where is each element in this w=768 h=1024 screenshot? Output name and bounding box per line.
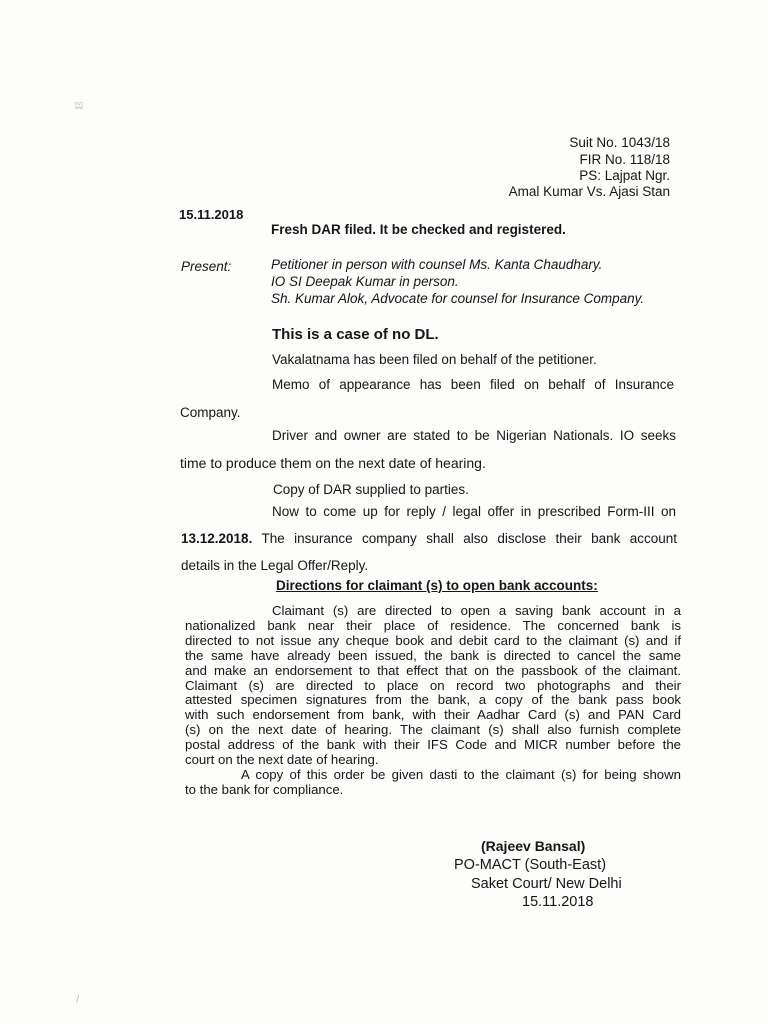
directions-line: nationalized bank near their place of residence. The concerned bank is	[185, 617, 681, 633]
present-line: IO SI Deepak Kumar in person.	[271, 274, 459, 289]
signatory-place: Saket Court/ New Delhi	[471, 876, 622, 892]
order-first-line: Fresh DAR filed. It be checked and registered.	[271, 222, 566, 237]
directions-line: attested specimen signatures from the bank, a copy of the bank pass book	[185, 692, 681, 708]
directions-line: (s) on the next date of hearing. The claimant (s) shall also furnish complete	[185, 722, 681, 738]
suit-number: Suit No. 1043/18	[569, 135, 670, 150]
signatory-name: (Rajeev Bansal)	[481, 838, 586, 854]
signatory-designation: PO-MACT (South-East)	[454, 857, 607, 873]
paragraph	[272, 377, 674, 392]
directions-heading: Directions for claimant (s) to open bank accounts:	[276, 578, 598, 593]
scan-mark: /	[76, 992, 80, 1006]
paragraph-line: time to produce them on the next date of hearing.	[180, 455, 486, 471]
paragraph-line: Memo of appearance has been filed on behalf of Insurance	[272, 377, 674, 392]
paragraph: Vakalatnama has been filed on behalf of the petitioner.	[272, 352, 597, 367]
case-note: This is a case of no DL.	[272, 326, 439, 343]
paragraph-line: Now to come up for reply / legal offer in prescribed Form-III on	[272, 504, 676, 519]
paragraph-line: Company.	[180, 405, 241, 420]
present-line: Sh. Kumar Alok, Advocate for counsel for Insurance Company.	[271, 291, 645, 306]
present-label: Present:	[181, 259, 232, 274]
directions-line: and make an endorsement to that effect that on the passbook of the claimant.	[185, 662, 681, 678]
directions-body	[185, 604, 681, 798]
directions-line: directed to not issue any cheque book and debit card to the claimant (s) and if	[185, 632, 681, 648]
paragraph-line: details in the Legal Offer/Reply.	[181, 558, 369, 573]
copy-line: A copy of this order be given dasti to the claimant (s) for being shown	[241, 766, 681, 782]
paragraph	[272, 504, 676, 519]
present-line-text: Petitioner in person with counsel Ms. Kanta Chaudhary.	[271, 257, 603, 272]
order-date: 15.11.2018	[179, 207, 244, 222]
directions-line: Claimant (s) are directed to place on record two photographs and their	[185, 677, 681, 693]
directions-line: with such endorsement from bank, with their Aadhar Card (s) and PAN Card	[185, 707, 681, 723]
scan-mark: ಙ	[74, 96, 84, 112]
copy-line: to the bank for compliance.	[185, 781, 344, 797]
directions-line: court on the next date of hearing.	[185, 752, 379, 768]
next-hearing-date: 13.12.2018.	[181, 531, 253, 546]
signature-date: 15.11.2018	[522, 894, 594, 910]
paragraph	[272, 428, 676, 443]
paragraph-text: The insurance company shall also disclose their bank account	[261, 531, 678, 546]
paragraph: Copy of DAR supplied to parties.	[273, 482, 469, 497]
directions-line: the same have already been issued, the bank is directed to cancel the same	[185, 647, 681, 663]
directions-line: Claimant (s) are directed to open a saving bank account in a	[272, 603, 681, 618]
paragraph-line: Driver and owner are stated to be Nigerian Nationals. IO seeks	[272, 428, 676, 443]
fir-number: FIR No. 118/18	[579, 152, 670, 167]
directions-line: postal address of the bank with their IFS Code and MICR number before the	[185, 737, 681, 753]
paragraph-line	[181, 531, 677, 546]
police-station: PS: Lajpat Ngr.	[579, 168, 670, 183]
present-line	[271, 257, 602, 272]
case-parties: Amal Kumar Vs. Ajasi Stan	[508, 184, 670, 199]
